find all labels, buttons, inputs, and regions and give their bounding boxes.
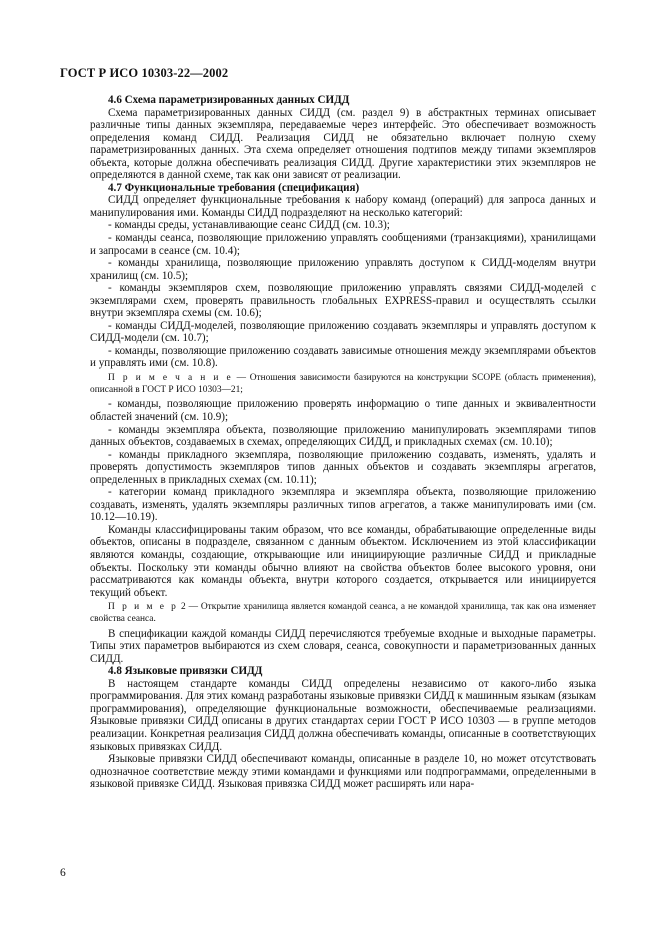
page-number: 6 [60, 867, 66, 879]
note-text: — Отношения зависимости базируются на конструкции SCOPE (область применения), описанной в ГОСТ Р ИСО 10303—21; [90, 373, 596, 396]
paragraph: В спецификации каждой команды СИДД перечисляются требуемые входные и выходные параметры. Типы этих параметров выбираются из схем словаря, сеанса, совокупности и параметризованных данных СИДД. [90, 627, 596, 665]
example-text: 2 — Открытие хранилища является командой сеанса, а не командой хранилища, так как она изменяет свойства сеанса. [90, 602, 596, 625]
list-item: - команды прикладного экземпляра, позволяющие приложению создавать, изменять, удалять и проверять допустимость экземпляров типов данных объектов и создавать экземпляры агрегатов, определенных в прикладных схемах (см. 10.11); [90, 448, 596, 486]
page-content [90, 94, 596, 791]
paragraph: СИДД определяет функциональные требования к набору команд (операций) для запроса данных и манипулирования ими. Команды СИДД подразделяют на несколько категорий: [90, 194, 596, 219]
list-item: - команды, позволяющие приложению проверять информацию о типе данных и эквивалентности областей значений (см. 10.9); [90, 398, 596, 423]
note-label: П р и м е ч а н и е [108, 373, 233, 384]
section-heading-4-7: 4.7 Функциональные требования (спецификация) [108, 181, 360, 194]
section-heading-4-8: 4.8 Языковые привязки СИДД [108, 665, 263, 678]
list-item: - команды хранилища, позволяющие приложению управлять доступом к СИДД-моделям внутри хранилищ (см. 10.5); [90, 257, 596, 282]
list-item: - команды сеанса, позволяющие приложению управлять сообщениями (транзакциями), хранилищами и запросами в сеансе (см. 10.4); [90, 232, 596, 257]
paragraph: Языковые привязки СИДД обеспечивают команды, описанные в разделе 10, но может отсутствовать однозначное соответствие между этими командами и функциями или подпрограммами, определенными в языковой привязке СИДД. Языковая привязка СИДД может расширять или нара- [90, 753, 596, 791]
section-heading-4-6: 4.6 Схема параметризированных данных СИДД [108, 94, 350, 106]
document-header: ГОСТ Р ИСО 10303-22—2002 [60, 66, 229, 80]
list-item: - команды экземпляров схем, позволяющие приложению управлять связями СИДД-моделей с экземплярами схем, проверять правильность глобальных EXPRESS-правил и осуществлять ссылки внутри экземпляра схемы (см. 10.6); [90, 282, 596, 320]
paragraph: Команды классифицированы таким образом, что все команды, обрабатывающие определенные виды объектов, описаны в подразделе, связанном с данным объектом. Исключением из этой классификации являются команды, создающие, открывающие или инициирующие различные СИДД и прикладные объекты. Поскольку эти команды обычно влияют на свойства объектов более высокого уровня, они рассматриваются как команды объекта, внутри которого создается, открывается или инициируется текущий объект. [90, 523, 596, 599]
list-item: - команды экземпляра объекта, позволяющие приложению манипулировать экземплярами типов данных объектов, создаваемых в схемах, определяющих СИДД, и прикладных схемах (см. 10.10); [90, 423, 596, 449]
note-1 [90, 372, 596, 396]
list-item: - команды среды, устанавливающие сеанс СИДД (см. 10.3); [108, 219, 390, 232]
list-item: - категории команд прикладного экземпляра и экземпляра объекта, позволяющие приложению создавать, изменять, удалять экземпляры различных типов агрегатов, а также манипулировать ими (см. 10.12—10.19). [90, 486, 596, 524]
example-label: П р и м е р [108, 602, 179, 613]
example-2 [90, 601, 596, 625]
list-item: - команды СИДД-моделей, позволяющие приложению создавать экземпляры и управлять доступом к СИДД-модели (см. 10.7); [90, 319, 596, 345]
list-item: - команды, позволяющие приложению создавать зависимые отношения между экземплярами объектов и управлять ими (см. 10.8). [90, 344, 596, 370]
paragraph: В настоящем стандарте команды СИДД определены независимо от какого-либо языка программирования. Для этих команд разработаны языковые привязки СИДД к машинным языкам (языкам программирования), определяющие функциональные возможности, обеспечиваемые реализациями. Языковые привязки СИДД описаны в других стандартах серии ГОСТ Р ИСО 10303 — в группе методов реализации. Конкретная реализация СИДД должна обеспечивать команды, описанные в соответствующих языковых привязках СИДД. [90, 677, 596, 753]
paragraph: Схема параметризированных данных СИДД (см. раздел 9) в абстрактных терминах описывает различные типы данных экземпляра, передаваемые через интерфейс. Это обеспечивает возможность определения команд СИДД. Реализация СИДД не обязательно включает полную схему параметризированных данных. Эта схема определяет отношения подтипов между типами экземпляров объекта, которые должна обеспечивать реализация СИДД. Другие характеристики этих экземпляров не определяются в данной схеме, так как они зависят от реализации. [90, 106, 596, 182]
